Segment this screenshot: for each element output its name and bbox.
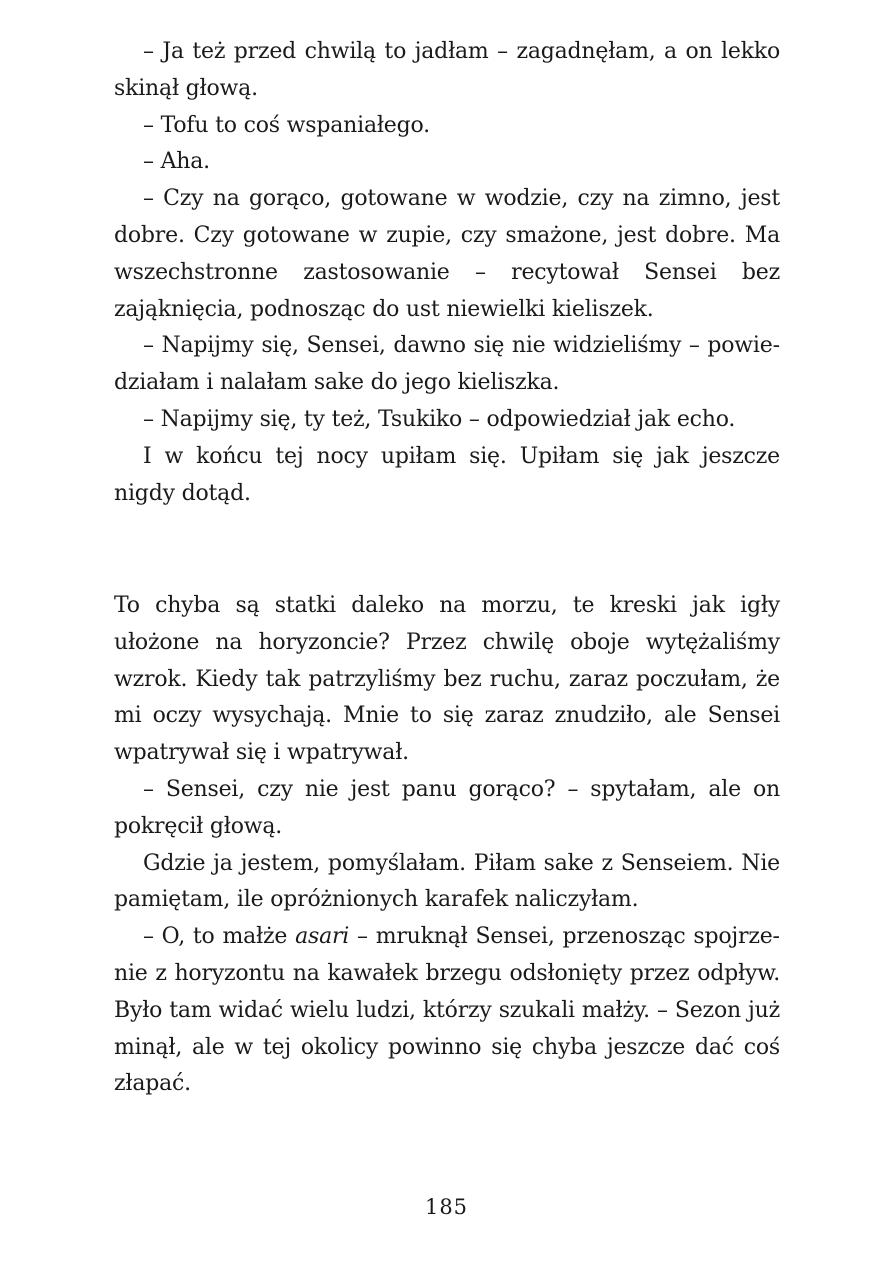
page-number: 185 [424, 1195, 469, 1219]
italic-term: asari [295, 924, 350, 950]
paragraph-segment: – mruknął Sensei, przenosząc spojrzenie z horyzontu na kawałek brzegu odsłonięty przez odpływ. Było tam widać wielu ludzi, którzy szukali małży. – Sezon już minął, ale w tej okolicy powinno się chyba jeszcze dać coś złapać. [114, 924, 780, 1097]
paragraph: – Ja też przed chwilą to jadłam – zagadnęłam, a on lekko skinął głową. [114, 39, 780, 101]
paragraph-asari [114, 919, 780, 1103]
paragraph: – Napijmy się, Sensei, dawno się nie widzieliśmy – powiedziałam i nalałam sake do jego kieliszka. [114, 333, 780, 396]
paragraph: – Sensei, czy nie jest panu gorąco? – spytałam, ale on pokręcił głową. [114, 776, 780, 839]
text-section-2 [114, 588, 780, 1103]
text-section-1 [114, 34, 780, 512]
paragraph: – Napijmy się, ty też, Tsukiko – odpowiedział jak echo. [143, 406, 736, 432]
paragraph: I w końcu tej nocy upiłam się. Upiłam się jak jeszcze nigdy dotąd. [114, 443, 780, 506]
paragraph: – Czy na gorąco, gotowane w wodzie, czy na zimno, jest dobre. Czy gotowane w zupie, czy smażone, jest dobre. Ma wszechstronne zastosowanie – recytował Sensei bez zająknięcia, podnosząc do ust niewielki kieliszek. [114, 186, 780, 322]
paragraph: – Aha. [143, 149, 210, 175]
section-opening-paragraph: To chyba są statki daleko na morzu, te kreski jak igły ułożone na horyzoncie? Przez chwilę oboje wytężaliśmy wzrok. Kiedy tak patrzyliśmy bez ruchu, zaraz poczułam, że mi oczy wysychają. Mnie to się zaraz znudziło, ale Sensei wpatrywał się i wpatrywał. [114, 593, 780, 766]
paragraph: – Tofu to coś wspaniałego. [143, 112, 430, 138]
paragraph: Gdzie ja jestem, pomyślałam. Piłam sake z Senseiem. Nie pamiętam, ile opróżnionych karafek naliczyłam. [114, 850, 780, 913]
paragraph-segment: – O, to małże [143, 924, 296, 950]
